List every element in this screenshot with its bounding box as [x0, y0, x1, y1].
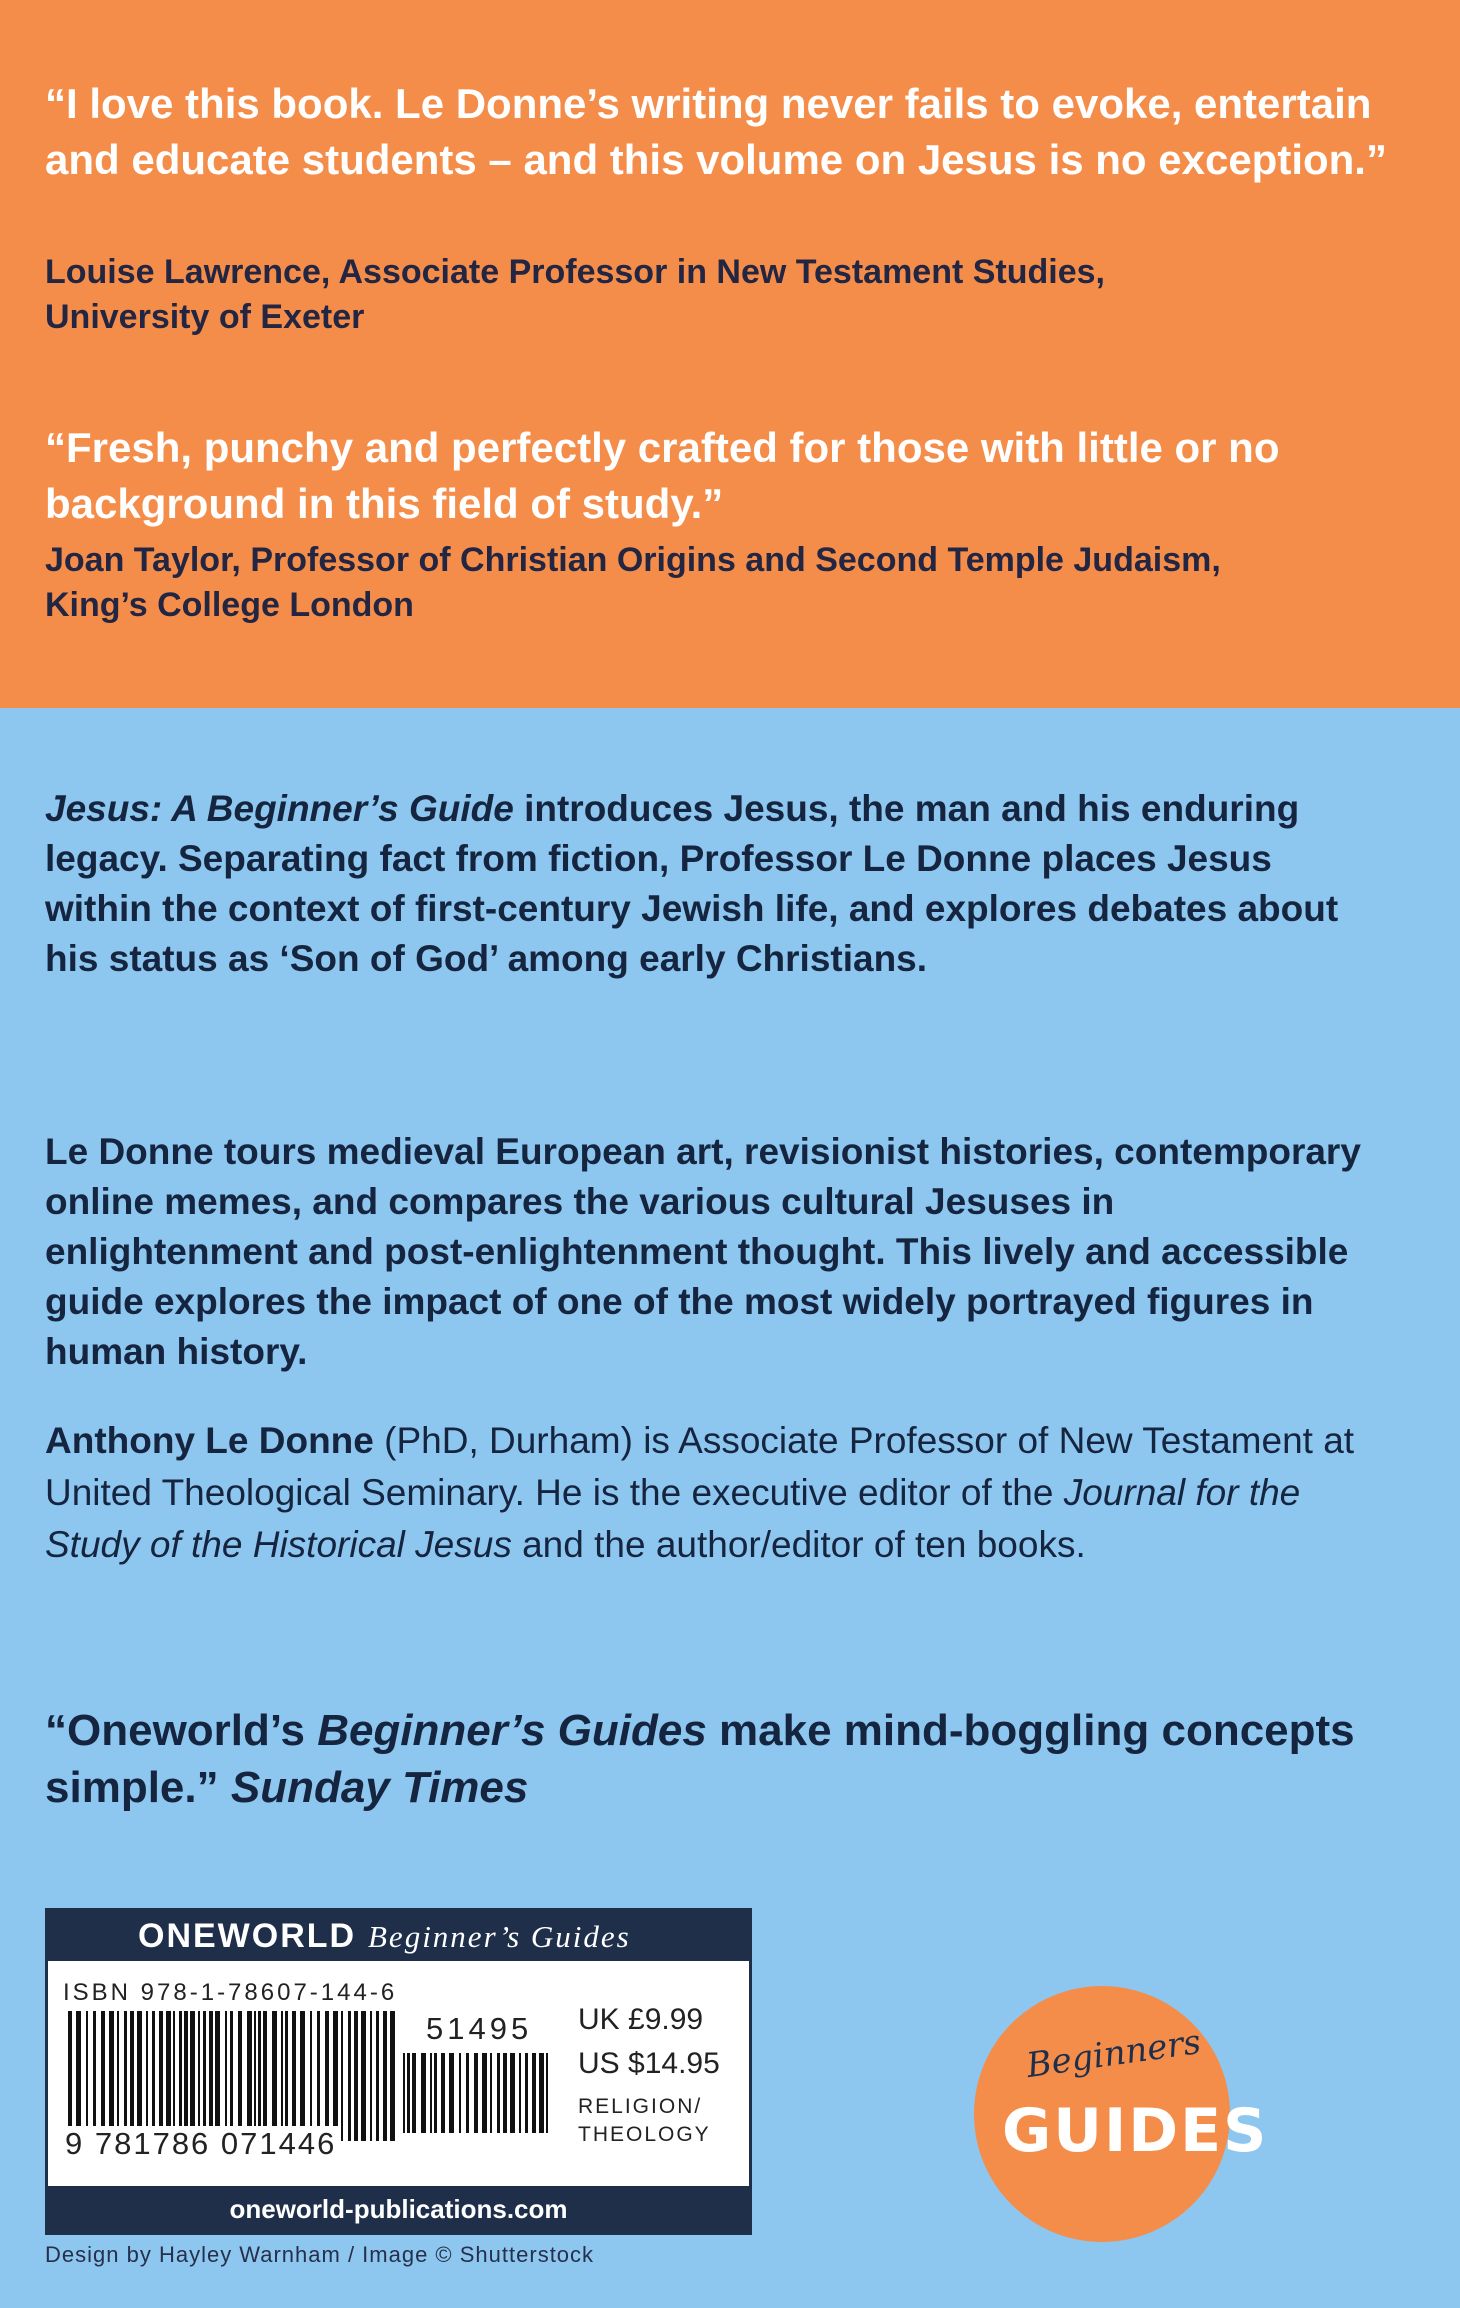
- publisher-name: ONEWORLD: [138, 1917, 357, 1955]
- barcode-bar: [179, 2011, 182, 2141]
- barcode-bar: [152, 2011, 155, 2141]
- category-line-2: THEOLOGY: [578, 2123, 711, 2146]
- barcode-bar: [285, 2011, 288, 2141]
- barcode-bar: [341, 2011, 343, 2141]
- barcode-bar: [546, 2053, 548, 2133]
- barcode-bar: [348, 2011, 351, 2141]
- barcode-bar: [354, 2011, 358, 2141]
- isbn-label: ISBN 978-1-78607-144-6: [63, 1979, 398, 2006]
- category-line-1: RELIGION/: [578, 2095, 703, 2118]
- barcode-bar: [532, 2053, 536, 2133]
- publisher-website: oneworld-publications.com: [229, 2194, 568, 2224]
- barcode-bar: [434, 2053, 437, 2133]
- barcode-bar: [310, 2011, 312, 2141]
- endorsement-quote-2: “Fresh, punchy and perfectly crafted for those with little or no background in this field of study.”: [45, 424, 1280, 527]
- author-bio-text-2: and the author/editor of ten books.: [511, 1524, 1086, 1565]
- design-credit: Design by Hayley Warnham / Image © Shutterstock: [45, 2242, 595, 2267]
- endorsement-quote-1: “I love this book. Le Donne’s writing never fails to evoke, entertain and educate students – and this volume on Jesus is no exception.”: [45, 80, 1387, 183]
- barcode-bar: [403, 2053, 405, 2133]
- beginners-guides-logo: [974, 1986, 1269, 2242]
- barcode-bar: [109, 2011, 114, 2141]
- barcode-bar: [525, 2053, 528, 2133]
- barcode-bar: [317, 2011, 320, 2141]
- series-blurb: [45, 1702, 1375, 1816]
- barcode-bar: [230, 2011, 233, 2141]
- barcode-bar: [101, 2011, 105, 2141]
- barcode-bar: [159, 2011, 163, 2141]
- supplement-digits: 51495: [426, 2011, 533, 2046]
- barcode-bar: [166, 2011, 171, 2141]
- barcode-bar: [449, 2053, 454, 2133]
- barcode-bar: [86, 2011, 88, 2141]
- barcode-bar: [76, 2011, 81, 2141]
- barcode-bar: [300, 2011, 305, 2141]
- barcode-bar: [412, 2053, 416, 2133]
- barcode-bar: [247, 2011, 252, 2141]
- barcode-bar: [421, 2053, 426, 2133]
- barcode-bar: [137, 2011, 142, 2141]
- barcode-bar: [390, 2011, 395, 2141]
- barcode-bar: [482, 2053, 487, 2133]
- isbn-barcode: [68, 2011, 398, 2141]
- series-blurb-middle: make mind-boggling concepts simple.”: [45, 1706, 1355, 1812]
- barcode-bar: [68, 2011, 72, 2141]
- publisher-series: Beginner’s Guides: [368, 1919, 631, 1954]
- barcode-bar: [333, 2011, 338, 2141]
- book-title: Jesus: A Beginner’s Guide: [45, 788, 514, 829]
- description-text-1: introduces Jesus, the man and his enduring legacy. Separating fact from fiction, Professor Le Donne places Jesus within the context of first-century Jewish life, and explores debates about his status as ‘Son of God’ among early Christians.: [45, 788, 1339, 979]
- barcode-bar: [117, 2011, 119, 2141]
- barcode-bar: [459, 2053, 461, 2133]
- barcode-bar: [203, 2011, 206, 2141]
- barcode-bar: [325, 2011, 329, 2141]
- barcode-bar: [503, 2053, 507, 2133]
- barcode-bar: [215, 2011, 220, 2141]
- barcode-bar: [238, 2011, 242, 2141]
- logo-guides-text: GUIDES: [1002, 2096, 1269, 2166]
- website-banner: [48, 2186, 749, 2232]
- barcode-bar: [281, 2011, 283, 2141]
- barcode-bar: [474, 2053, 478, 2133]
- barcode-bar: [490, 2053, 492, 2133]
- endorsement-attribution-1: Louise Lawrence, Associate Professor in New Testament Studies, University of Exeter: [45, 253, 1105, 336]
- barcode-bar: [510, 2053, 515, 2133]
- barcode-bar: [130, 2011, 134, 2141]
- series-name: Beginner’s Guides: [317, 1706, 707, 1755]
- barcode-bar: [430, 2053, 432, 2133]
- barcode-bar: [184, 2011, 188, 2141]
- barcode-bar: [190, 2011, 195, 2141]
- barcode-bar: [376, 2011, 379, 2141]
- barcode-bar: [209, 2011, 213, 2141]
- barcode-bar: [254, 2011, 256, 2141]
- author-name: Anthony Le Donne: [45, 1420, 374, 1461]
- barcode-bar: [497, 2053, 500, 2133]
- price-uk: UK £9.99: [578, 2003, 704, 2036]
- supplement-barcode: [403, 2053, 553, 2133]
- description-paragraph-1: [45, 784, 1375, 984]
- series-blurb-open: “Oneworld’s: [45, 1706, 318, 1755]
- barcode-bar: [370, 2011, 372, 2141]
- barcode-bar: [361, 2011, 366, 2141]
- barcode-bar: [272, 2011, 277, 2141]
- barcode-bar: [407, 2053, 410, 2133]
- barcode-bar: [93, 2011, 96, 2141]
- blurb-source: Sunday Times: [230, 1763, 529, 1812]
- barcode-bar: [466, 2053, 469, 2133]
- barcode-bar: [519, 2053, 521, 2133]
- barcode-bar: [258, 2011, 261, 2141]
- journal-title: Journal for the Study of the Historical Jesus: [45, 1472, 1301, 1565]
- barcode-bar: [198, 2011, 200, 2141]
- barcode-bar: [539, 2053, 544, 2133]
- price-us: US $14.95: [578, 2047, 720, 2080]
- barcode-bar: [441, 2053, 445, 2133]
- author-bio: [45, 1415, 1375, 1571]
- barcode-bar: [173, 2011, 175, 2141]
- barcode-bar: [225, 2011, 227, 2141]
- barcode-bar: [292, 2011, 296, 2141]
- barcode-bar: [263, 2011, 267, 2141]
- isbn-digits: 9 781786 071446: [65, 2126, 337, 2161]
- barcode-bar: [146, 2011, 148, 2141]
- barcode-bar: [124, 2011, 127, 2141]
- publisher-banner: [48, 1911, 749, 1961]
- author-bio-text-1: (PhD, Durham) is Associate Professor of New Testament at United Theological Seminary. He is the executive editor of the: [45, 1420, 1355, 1513]
- logo-script-text: Beginners: [1024, 2021, 1204, 2087]
- barcode-bar: [383, 2011, 387, 2141]
- barcode-box: [45, 1908, 752, 2235]
- description-paragraph-2: Le Donne tours medieval European art, revisionist histories, contemporary online memes, and compares the various cultural Jesuses in enlightenment and post-enlightenment thought. This lively and accessible guide explores the impact of one of the most widely portrayed figures in human history.: [45, 1131, 1361, 1372]
- endorsement-attribution-2: Joan Taylor, Professor of Christian Origins and Second Temple Judaism, King’s College London: [45, 541, 1221, 624]
